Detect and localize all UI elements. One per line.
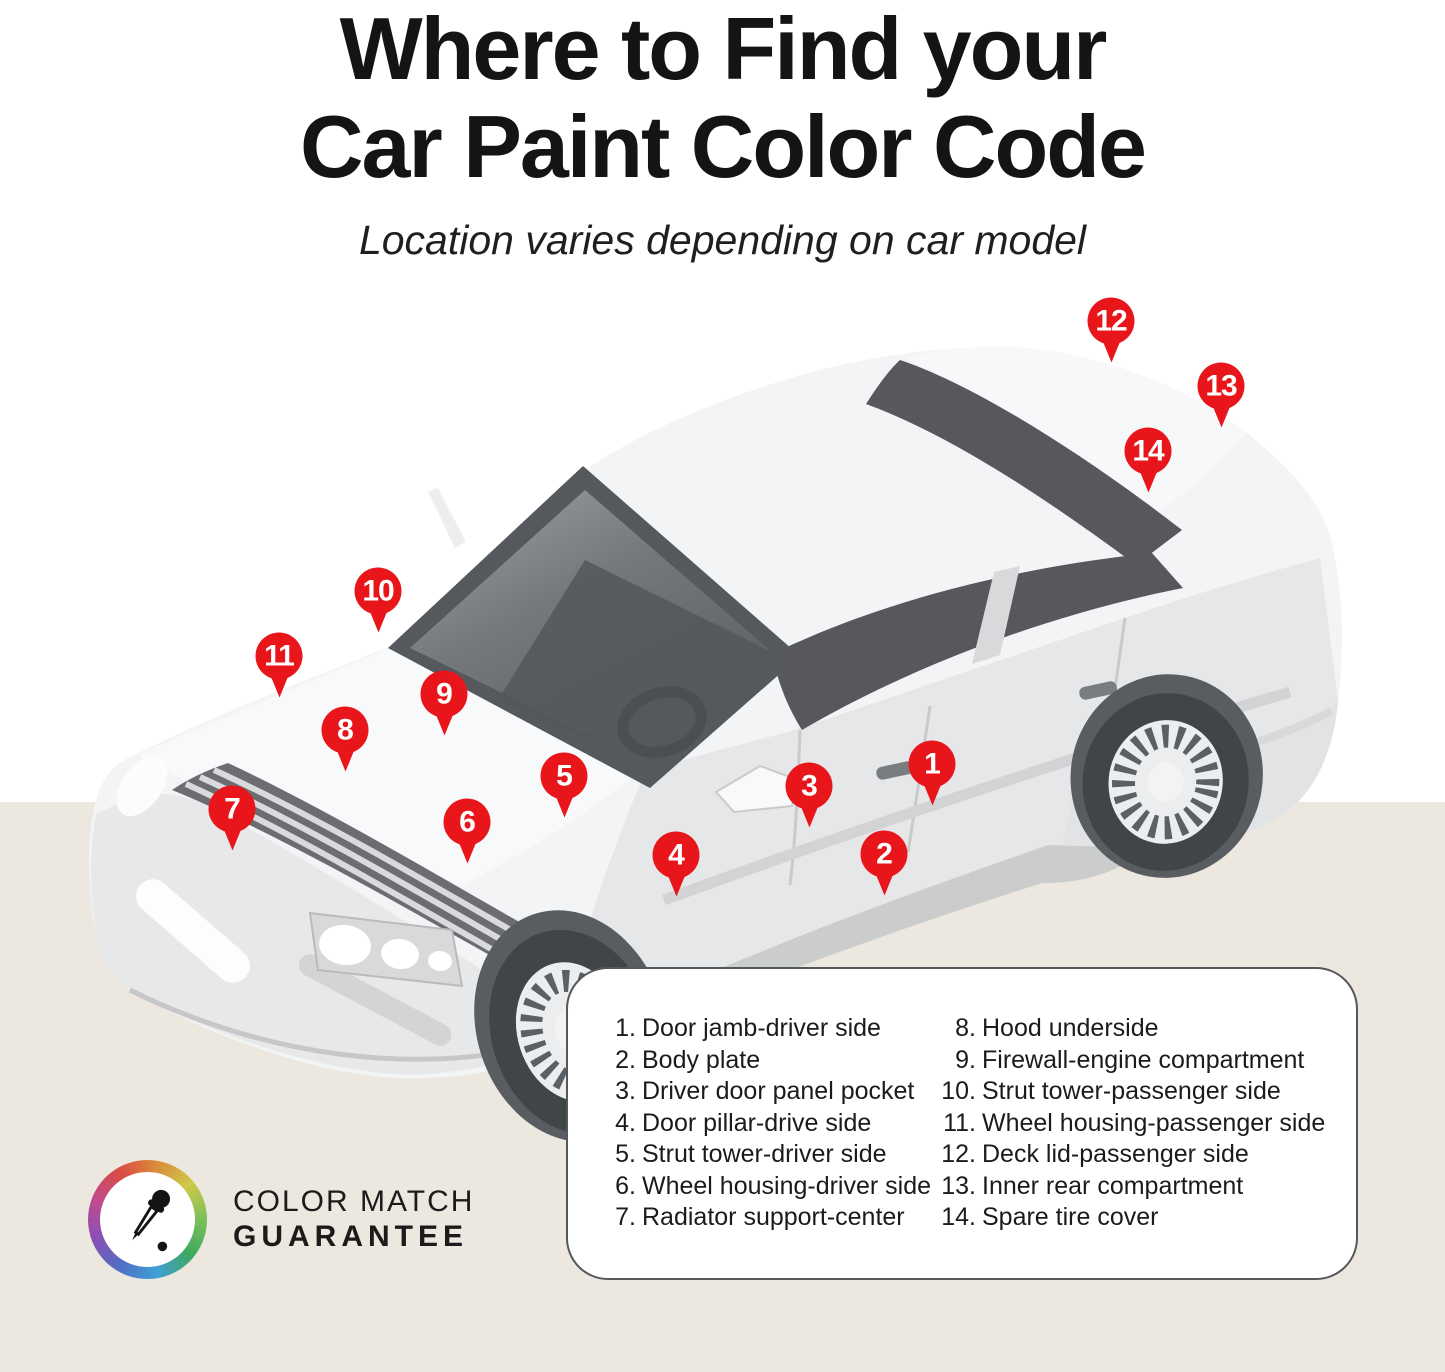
pin-8: 8 [322,707,369,754]
legend-item-10 [932,1076,1325,1108]
pin-9: 9 [421,671,468,718]
legend-item-label: Spare tire cover [982,1203,1159,1232]
pin-12: 12 [1088,298,1135,345]
pin-6: 6 [444,799,491,846]
legend-item-8 [932,1013,1325,1045]
legend-item-label: Door pillar-drive side [642,1108,872,1137]
legend-item-1 [610,1013,932,1045]
legend-item-label: Deck lid-passenger side [982,1140,1249,1169]
legend-item-label: Door jamb-driver side [642,1013,881,1042]
page-title [0,0,1445,196]
legend-item-12 [932,1139,1325,1171]
legend-column-1 [610,1013,932,1234]
pin-5: 5 [541,753,588,800]
color-wheel-icon [88,1160,207,1279]
badge-line-1: COLOR MATCH [233,1184,475,1218]
legend-item-4 [610,1108,932,1140]
pin-11: 11 [256,633,303,680]
color-wheel-inner [100,1172,195,1267]
pin-7: 7 [209,786,256,833]
legend-box [566,967,1358,1280]
title-line-2: Car Paint Color Code [300,97,1145,196]
legend-item-label: Strut tower-driver side [642,1140,887,1169]
legend-item-number: 14. [941,1203,976,1232]
legend-column-2 [932,1013,1325,1234]
legend-item-9 [932,1045,1325,1077]
legend-item-label: Radiator support-center [642,1203,905,1232]
pin-14: 14 [1125,428,1172,475]
legend-item-label: Wheel housing-passenger side [982,1108,1326,1137]
legend-item-label: Strut tower-passenger side [982,1077,1281,1106]
legend-item-11 [932,1108,1325,1140]
badge-line-2: GUARANTEE [233,1219,469,1253]
title-line-1: Where to Find your [339,0,1106,98]
badge-text [233,1185,474,1255]
legend-item-number: 12. [941,1140,976,1169]
legend-item-label: Hood underside [982,1013,1159,1042]
pin-1: 1 [909,741,956,788]
legend-item-number: 3. [615,1077,636,1106]
legend-item-2 [610,1045,932,1077]
pin-3: 3 [786,763,833,810]
legend-item-label: Inner rear compartment [982,1171,1244,1200]
legend-item-number: 7. [615,1203,636,1232]
pin-10: 10 [355,568,402,615]
legend-item-3 [610,1076,932,1108]
legend-item-14 [932,1202,1325,1234]
legend-item-number: 8. [955,1013,976,1042]
legend-item-label: Driver door panel pocket [642,1077,915,1106]
color-match-badge [88,1160,474,1279]
legend-item-number: 13. [941,1171,976,1200]
pin-13: 13 [1198,363,1245,410]
legend-item-number: 6. [615,1171,636,1200]
subtitle: Location varies depending on car model [358,217,1087,263]
legend-item-label: Wheel housing-driver side [642,1171,932,1200]
legend-item-label: Body plate [642,1045,761,1074]
legend-item-number: 11. [943,1108,976,1137]
legend-item-number: 1. [615,1013,636,1042]
legend-item-6 [610,1171,932,1203]
legend-item-number: 10. [941,1077,976,1106]
legend-item-label: Firewall-engine compartment [982,1045,1305,1074]
legend-item-5 [610,1139,932,1171]
legend-item-number: 4. [615,1108,636,1137]
pin-4: 4 [653,832,700,879]
eyedropper-icon [112,1184,184,1256]
antenna [428,488,466,548]
legend-item-7 [610,1202,932,1234]
legend-item-number: 5. [615,1140,636,1169]
pin-2: 2 [861,831,908,878]
legend-item-13 [932,1171,1325,1203]
legend-item-number: 2. [615,1045,636,1074]
legend-item-number: 9. [955,1045,976,1074]
